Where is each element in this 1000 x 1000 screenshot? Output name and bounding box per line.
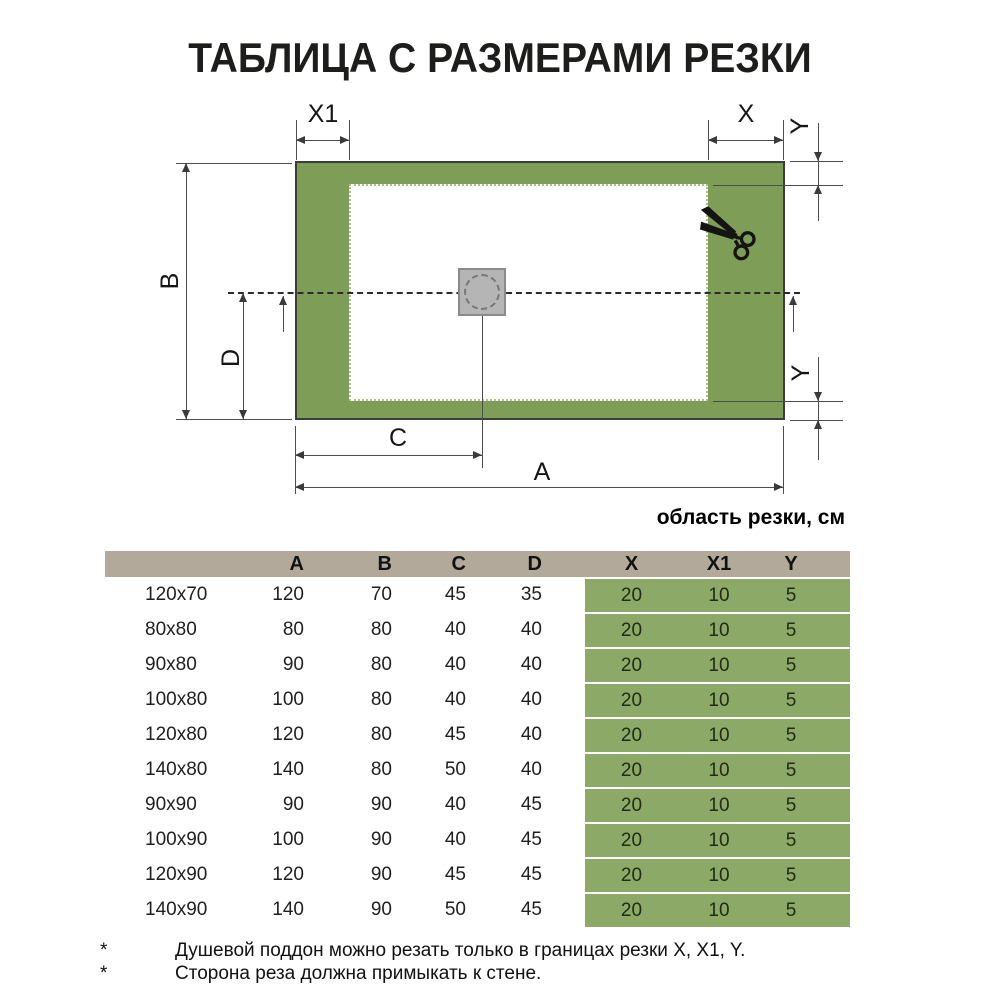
cell-d: 40 — [520, 688, 542, 710]
cell-d: 45 — [520, 828, 542, 850]
cell-c: 45 — [444, 863, 466, 885]
cell-d: 35 — [520, 583, 542, 605]
footnote-line — [95, 962, 745, 985]
cell-c: 40 — [444, 793, 466, 815]
cell-x: 20 — [585, 752, 678, 787]
arrow-left-icon — [295, 451, 304, 459]
table-header-row — [105, 551, 850, 577]
cell-x1: 10 — [678, 857, 760, 892]
row-size-label: 140x80 — [145, 758, 208, 780]
cell-x: 20 — [585, 647, 678, 682]
cell-x1: 10 — [678, 647, 760, 682]
arrow-right-icon — [473, 451, 482, 459]
cell-y: 5 — [760, 682, 850, 717]
row-size-label: 120x90 — [145, 863, 208, 885]
dim-ext-line — [783, 426, 784, 494]
table-row — [105, 787, 850, 822]
dim-ext-line — [713, 185, 843, 186]
dim-ext-line — [176, 163, 292, 164]
arrow-up-icon — [182, 163, 190, 172]
cell-y: 5 — [760, 647, 850, 682]
cell-a: 140 — [272, 758, 304, 780]
cell-a: 90 — [282, 653, 304, 675]
cell-a: 120 — [272, 863, 304, 885]
table-row — [105, 682, 850, 717]
dim-ext-line — [176, 419, 292, 420]
cell-a: 80 — [282, 618, 304, 640]
footnote-text: Сторона реза должна примыкать к стене. — [175, 963, 542, 984]
arrow-right-icon — [340, 136, 349, 144]
cell-d: 45 — [520, 898, 542, 920]
cell-d: 40 — [520, 618, 542, 640]
cell-x1: 10 — [678, 892, 760, 927]
cell-x1: 10 — [678, 717, 760, 752]
size-table — [105, 551, 850, 927]
cell-a: 100 — [272, 688, 304, 710]
cell-b: 80 — [370, 653, 392, 675]
cell-y: 5 — [760, 892, 850, 927]
arrow-left-icon — [295, 483, 304, 491]
cell-a: 90 — [282, 793, 304, 815]
cell-a: 100 — [272, 828, 304, 850]
cell-c: 50 — [444, 898, 466, 920]
cell-spacer — [548, 857, 585, 892]
cell-y: 5 — [760, 612, 850, 647]
cell-a: 120 — [272, 723, 304, 745]
cell-b: 90 — [370, 898, 392, 920]
header-b: B — [377, 552, 392, 575]
table-row — [105, 647, 850, 682]
footnotes — [95, 939, 745, 985]
row-size-label: 120x70 — [145, 583, 208, 605]
header-d: D — [527, 552, 542, 575]
dim-ext-line — [713, 401, 843, 402]
cell-d: 40 — [520, 653, 542, 675]
cell-b: 80 — [370, 618, 392, 640]
header-spacer — [548, 551, 585, 577]
cell-y: 5 — [760, 787, 850, 822]
row-size-label: 80x80 — [145, 618, 197, 640]
cell-d: 45 — [520, 863, 542, 885]
cell-x: 20 — [585, 682, 678, 717]
arrow-up-icon — [814, 420, 822, 429]
arrow-up-icon — [814, 185, 822, 194]
cell-y: 5 — [760, 822, 850, 857]
dim-ext-line — [790, 161, 843, 162]
cell-a: 140 — [272, 898, 304, 920]
row-size-label: 140x90 — [145, 898, 208, 920]
header-x1: X1 — [706, 552, 732, 575]
cell-b: 80 — [370, 688, 392, 710]
dim-label-d: D — [216, 348, 245, 368]
cell-b: 90 — [370, 863, 392, 885]
cell-spacer — [548, 752, 585, 787]
cell-x: 20 — [585, 892, 678, 927]
arrow-down-icon — [239, 410, 247, 419]
cell-c: 40 — [444, 618, 466, 640]
arrow-up-icon — [239, 293, 247, 302]
table-row — [105, 752, 850, 787]
cell-c: 50 — [444, 758, 466, 780]
cell-a: 120 — [272, 583, 304, 605]
cell-b: 80 — [370, 723, 392, 745]
arrow-up-icon — [279, 296, 287, 305]
cell-y: 5 — [760, 577, 850, 612]
cell-spacer — [548, 892, 585, 927]
header-size — [105, 551, 230, 577]
cell-spacer — [548, 647, 585, 682]
scissors-icon — [697, 201, 766, 274]
cell-x1: 10 — [678, 822, 760, 857]
table-row — [105, 717, 850, 752]
cell-spacer — [548, 717, 585, 752]
arrow-up-icon — [789, 296, 797, 305]
header-x: X — [624, 552, 639, 575]
cell-x: 20 — [585, 612, 678, 647]
dim-line — [295, 455, 482, 456]
cell-x1: 10 — [678, 682, 760, 717]
row-size-label: 90x80 — [145, 653, 197, 675]
row-size-label: 100x80 — [145, 688, 208, 710]
cell-y: 5 — [760, 717, 850, 752]
cell-d: 40 — [520, 723, 542, 745]
cell-x: 20 — [585, 787, 678, 822]
cell-c: 40 — [444, 688, 466, 710]
table-body — [105, 577, 850, 927]
row-size-label: 100x90 — [145, 828, 208, 850]
cell-x1: 10 — [678, 752, 760, 787]
cell-spacer — [548, 577, 585, 612]
cell-b: 90 — [370, 793, 392, 815]
dim-ext-line — [349, 120, 350, 160]
table-row — [105, 892, 850, 927]
arrow-down-icon — [814, 152, 822, 161]
header-y: Y — [784, 552, 798, 575]
arrow-left-icon — [296, 136, 305, 144]
arrow-down-icon — [182, 410, 190, 419]
cell-c: 40 — [444, 828, 466, 850]
header-c: C — [451, 552, 466, 575]
center-dashed-line — [228, 292, 800, 294]
page-title: ТАБЛИЦА С РАЗМЕРАМИ РЕЗКИ — [188, 34, 812, 81]
footnote-marker: * — [100, 940, 108, 961]
cell-spacer — [548, 612, 585, 647]
cell-x: 20 — [585, 577, 678, 612]
row-size-label: 120x80 — [145, 723, 208, 745]
cell-y: 5 — [760, 752, 850, 787]
dim-line — [295, 487, 783, 488]
drain-square — [458, 268, 506, 316]
cell-c: 45 — [444, 583, 466, 605]
arrow-right-icon — [774, 483, 783, 491]
cell-x: 20 — [585, 717, 678, 752]
dim-line — [708, 140, 783, 141]
dim-label-x1: X1 — [307, 100, 339, 128]
cell-spacer — [548, 822, 585, 857]
cell-y: 5 — [760, 857, 850, 892]
cell-x1: 10 — [678, 577, 760, 612]
cell-spacer — [548, 787, 585, 822]
cell-b: 90 — [370, 828, 392, 850]
cell-x: 20 — [585, 822, 678, 857]
cell-d: 40 — [520, 758, 542, 780]
table-row — [105, 577, 850, 612]
cell-c: 40 — [444, 653, 466, 675]
footnote-marker: * — [100, 963, 108, 984]
table-caption: область резки, см — [656, 506, 845, 529]
table-row — [105, 612, 850, 647]
cell-c: 45 — [444, 723, 466, 745]
row-size-label: 90x90 — [145, 793, 197, 815]
dim-label-c: C — [388, 424, 408, 452]
cell-spacer — [548, 682, 585, 717]
arrow-left-icon — [708, 136, 717, 144]
cell-x1: 10 — [678, 612, 760, 647]
drain-circle — [464, 274, 500, 310]
cell-b: 80 — [370, 758, 392, 780]
footnote-line — [95, 939, 745, 962]
cell-b: 70 — [370, 583, 392, 605]
cell-x1: 10 — [678, 787, 760, 822]
dim-label-y-bottom: Y — [786, 364, 815, 382]
footnote-text: Душевой поддон можно резать только в границах резки X, X1, Y. — [175, 940, 746, 961]
cell-x: 20 — [585, 857, 678, 892]
header-a: A — [289, 552, 304, 575]
dim-label-y-top: Y — [785, 117, 814, 135]
cell-d: 45 — [520, 793, 542, 815]
arrow-down-icon — [814, 392, 822, 401]
table-row — [105, 822, 850, 857]
dim-label-x: X — [737, 100, 755, 128]
dim-label-b: B — [155, 272, 184, 290]
table-row — [105, 857, 850, 892]
dim-label-a: A — [533, 458, 551, 486]
drain-drop-line — [482, 316, 483, 468]
